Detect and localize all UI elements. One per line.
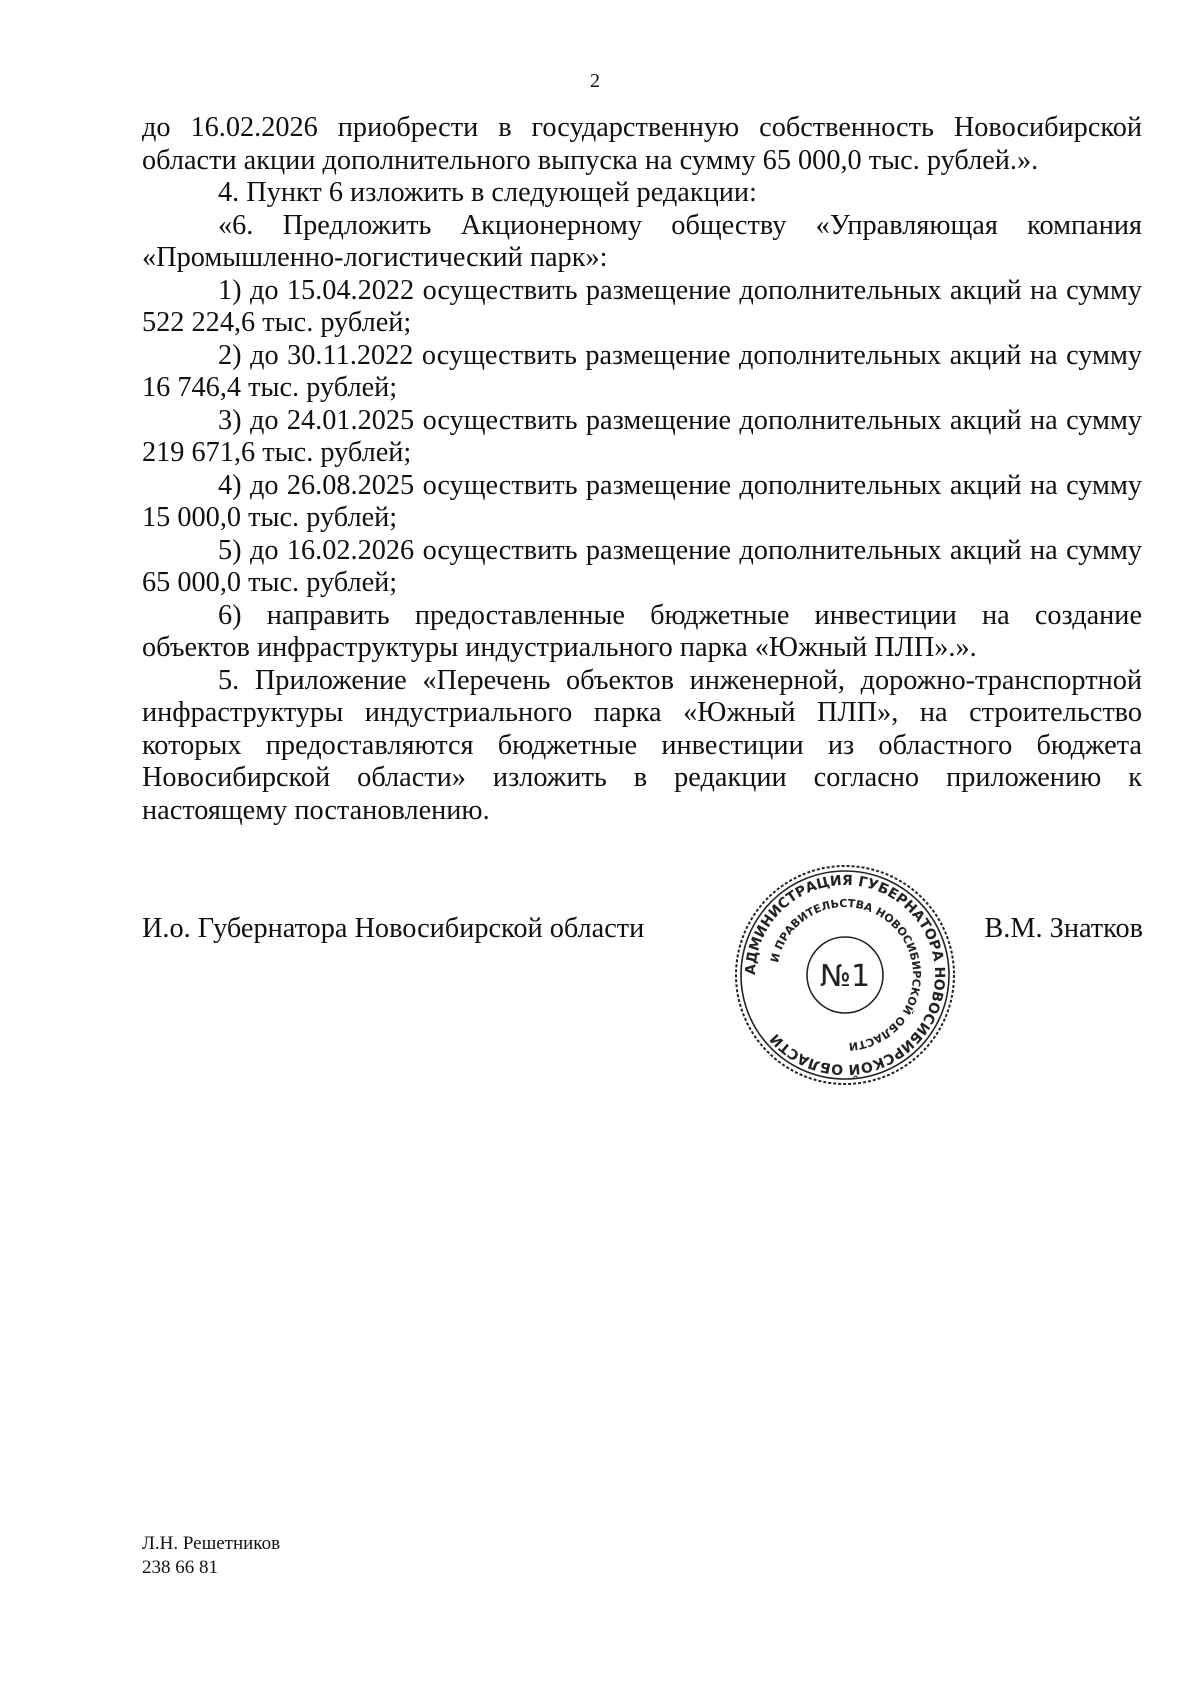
- seal-number: №1: [819, 959, 871, 994]
- seal-outer-text: АДМИНИСТРАЦИЯ ГУБЕРНАТОРА НОВОСИБИРСКОЙ ОБЛАСТИ: [742, 872, 948, 1078]
- paragraph-subitem-5: 5) до 16.02.2026 осуществить размещение дополнительных акций на сумму 65 000,0 тыс. рублей;: [142, 534, 1142, 598]
- executor-name: Л.Н. Решетников: [142, 1533, 281, 1554]
- official-seal: [730, 860, 960, 1090]
- executor-block: [142, 1532, 280, 1580]
- paragraph-subitem-4: 4) до 26.08.2025 осуществить размещение дополнительных акций на сумму 15 000,0 тыс. рублей;: [142, 469, 1142, 533]
- executor-phone: 238 66 81: [142, 1557, 218, 1578]
- signature-position: И.о. Губернатора Новосибирской области: [142, 913, 645, 944]
- paragraph-continuation: до 16.02.2026 приобрести в государственную собственность Новосибирской области акции дополнительного выпуска на сумму 65 000,0 тыс. рублей.».: [142, 112, 1142, 176]
- signatory-name: В.М. Знатков: [984, 913, 1143, 944]
- document-body: [142, 112, 1142, 827]
- paragraph-subitem-3: 3) до 24.01.2025 осуществить размещение дополнительных акций на сумму 219 671,6 тыс. рублей;: [142, 404, 1142, 468]
- page-number: 2: [590, 70, 600, 92]
- paragraph-subitem-1: 1) до 15.04.2022 осуществить размещение дополнительных акций на сумму 522 224,6 тыс. рублей;: [142, 274, 1142, 338]
- paragraph-item-4: 4. Пункт 6 изложить в следующей редакции:: [218, 177, 757, 208]
- paragraph-item-5: 5. Приложение «Перечень объектов инженерной, дорожно-транспортной инфраструктуры индустриального парка «Южный ПЛП», на строительство которых предоставляются бюджетные инвестиции из областного бюджета Новосибирской области» изложить в редакции согласно приложению к настоящему постановлению.: [142, 664, 1142, 826]
- paragraph-item-6-intro: «6. Предложить Акционерному обществу «Управляющая компания «Промышленно-логистический парк»:: [142, 209, 1142, 273]
- paragraph-subitem-2: 2) до 30.11.2022 осуществить размещение дополнительных акций на сумму 16 746,4 тыс. рублей;: [142, 339, 1142, 403]
- paragraph-subitem-6: 6) направить предоставленные бюджетные инвестиции на создание объектов инфраструктуры индустриального парка «Южный ПЛП».».: [142, 599, 1142, 663]
- seal-inner-text: И ПРАВИТЕЛЬСТВА НОВОСИБИРСКОЙ ОБЛАСТИ: [768, 896, 924, 1053]
